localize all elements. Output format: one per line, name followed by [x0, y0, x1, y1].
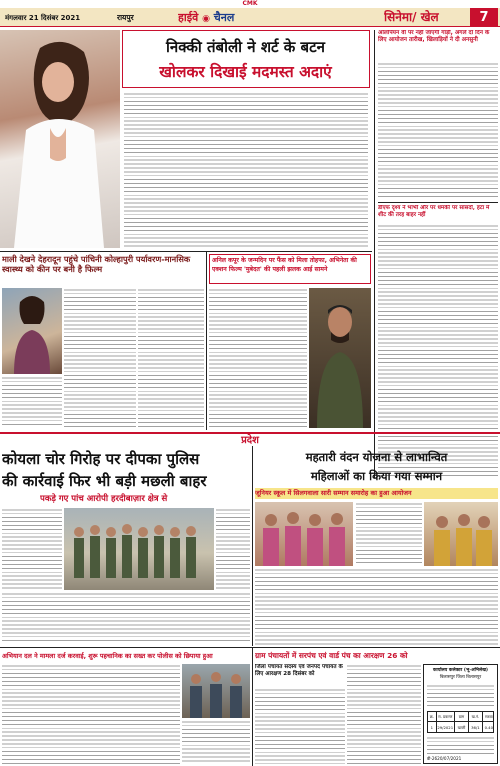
mali-photo	[2, 288, 62, 374]
lead-headline-line1: निक्की तंबोली ने शर्ट के बटन	[165, 38, 325, 56]
lead-headline-line2: खोलकर दिखाई मदमस्त अदाएं	[159, 63, 332, 81]
mahtari-body-mid	[356, 502, 422, 566]
notice-title-line1: कार्यालय कलेक्टर (भू-अभिलेख)	[432, 668, 489, 673]
pradesh-subhead: पकड़े गए पांच आरोपी हरदीबाज़ार क्षेत्र से	[40, 494, 168, 504]
people-small	[182, 664, 250, 718]
bottom-left-headline: अभियान दल ने मामला दर्ज करवाई, शुरू पहचानिक का सख्त कर पोलीस को छिपाया हुआ	[2, 652, 213, 660]
official-notice	[423, 664, 498, 764]
olympic-body-text	[378, 62, 498, 200]
notice-col-village: ग्राम	[455, 712, 469, 721]
notice-cell: 29/2021	[437, 722, 455, 733]
panchayat-headline: ग्राम पंचायतों में सरपंच एवं वार्ड पंच का आरक्षण 26 को	[255, 651, 408, 660]
masthead	[0, 0, 500, 28]
notice-col-sr: क्र.	[428, 712, 437, 721]
pradesh-headline-line1: कोयला चोर गिरोह पर दीपका पुलिस	[2, 450, 200, 468]
notice-col-area: रकबा	[484, 714, 493, 719]
man-portrait	[309, 288, 371, 428]
fifa-body-text	[378, 224, 498, 478]
pradesh-body-lower	[2, 592, 250, 644]
people-group	[64, 508, 214, 590]
bottom-left-body	[2, 664, 180, 764]
notice-footer: डी-2620/07/2021	[427, 756, 462, 761]
pradesh-headline-line2: की कार्रवाई फिर भी बड़ी मछली बाहर	[2, 472, 207, 490]
mahtari-photo-top	[255, 502, 353, 566]
mali-body-right	[138, 288, 204, 428]
notice-cell: 0.40	[484, 725, 494, 730]
city-name: रायपुर	[117, 13, 134, 22]
notice-title-line2: बिलासपुर जिला बिलासपुर	[439, 675, 482, 680]
woman-figure	[2, 288, 62, 374]
notice-body-lower	[427, 736, 494, 754]
notice-table-row	[428, 722, 494, 733]
police-group-photo	[64, 508, 214, 590]
fifa-headline: डीएफ दृश्य ने भाभी और पर धमकी पर सांसदों, हटा में शीट की तरह बाहर नहीं	[378, 205, 490, 219]
pradesh-body-right	[216, 508, 250, 590]
bottom-left-body-2	[182, 720, 250, 764]
anil-body-text	[209, 288, 307, 428]
notice-table	[427, 711, 494, 733]
lead-body-text	[124, 92, 368, 248]
anil-photo	[309, 288, 371, 428]
mahtari-headline-line2: महिलाओं का किया गया सम्मान	[310, 469, 443, 483]
anil-headline-box	[209, 254, 371, 284]
section-left	[178, 10, 268, 26]
notice-cell: खपरी	[455, 722, 469, 733]
notice-col-case: रा. प्रकरण	[437, 712, 455, 721]
woman-portrait	[0, 30, 120, 248]
pradesh-headline-box	[2, 448, 248, 492]
column-divider	[206, 252, 207, 430]
column-divider	[374, 30, 375, 478]
pradesh-label: प्रदेश	[241, 435, 259, 446]
lead-photo	[0, 30, 120, 248]
column-divider	[252, 648, 253, 766]
notice-body-text	[427, 684, 494, 708]
mahtari-body-lower	[255, 568, 498, 646]
mahtari-subhead: जूनियर स्कूल में सिलगवाला सारी सम्मान समारोह का हुआ आयोजन	[255, 488, 498, 499]
brand-logo: CMK	[242, 0, 258, 7]
mahtari-photo-right	[424, 502, 498, 566]
mahtari-headline-line1: महतारी वंदन योजना से लाभान्वित	[305, 450, 448, 464]
women-group	[255, 502, 353, 566]
bottom-left-photo	[182, 664, 250, 718]
wifi-icon: ◉	[202, 14, 210, 24]
women-group-right	[424, 502, 498, 566]
divider	[0, 647, 500, 648]
panchayat-body-right	[347, 664, 421, 764]
section-right: सिनेमा/ खेल	[384, 10, 439, 24]
notice-table-header	[428, 712, 494, 722]
anil-headline: अनिल कपूर के जन्मदिन पर फैंस को मिला तोहफा, अभिनेता की एक्शन फिल्म 'मुबेदत' की पहली झलक आई सामने	[212, 257, 357, 273]
mahtari-headline-box	[255, 448, 498, 486]
notice-col-khasra: ख.नं.	[469, 712, 482, 721]
column-divider	[252, 446, 253, 646]
divider	[378, 202, 498, 203]
lead-headline-box	[122, 30, 370, 88]
mali-body-left	[64, 288, 136, 428]
page-number: 7	[470, 8, 498, 27]
issue-date: मंगलवार 21 दिसंबर 2021	[5, 14, 81, 22]
panchayat-subhead: जिला पंचायत सदस्य एवं जनपद पंचायत के लिए आरक्षण 28 दिसंबर को	[255, 664, 343, 678]
divider	[0, 251, 372, 252]
pradesh-body-left	[2, 508, 62, 590]
section-left-label: हाईवे	[178, 11, 199, 24]
section-left-suffix: चैनल	[213, 11, 235, 24]
olympic-headline: ओलंपियन वी पर नहीं जाएगी गाड़ी, अगले दो दिन के लिए आयोजन तारीख, खिलाड़ियों ने दी अनसुनी	[378, 30, 490, 44]
mali-headline: माली देखने देहरादून पहुंचे पांचिनी कोल्हापुरी पर्यावरण-मानसिक स्वास्थ्य को कीन पर बनी है फिल्म	[2, 254, 191, 274]
mali-body-lower	[2, 376, 62, 428]
panchayat-body-left	[255, 688, 345, 764]
notice-cell: 36/1	[469, 722, 482, 733]
notice-cell: 1	[428, 722, 437, 733]
